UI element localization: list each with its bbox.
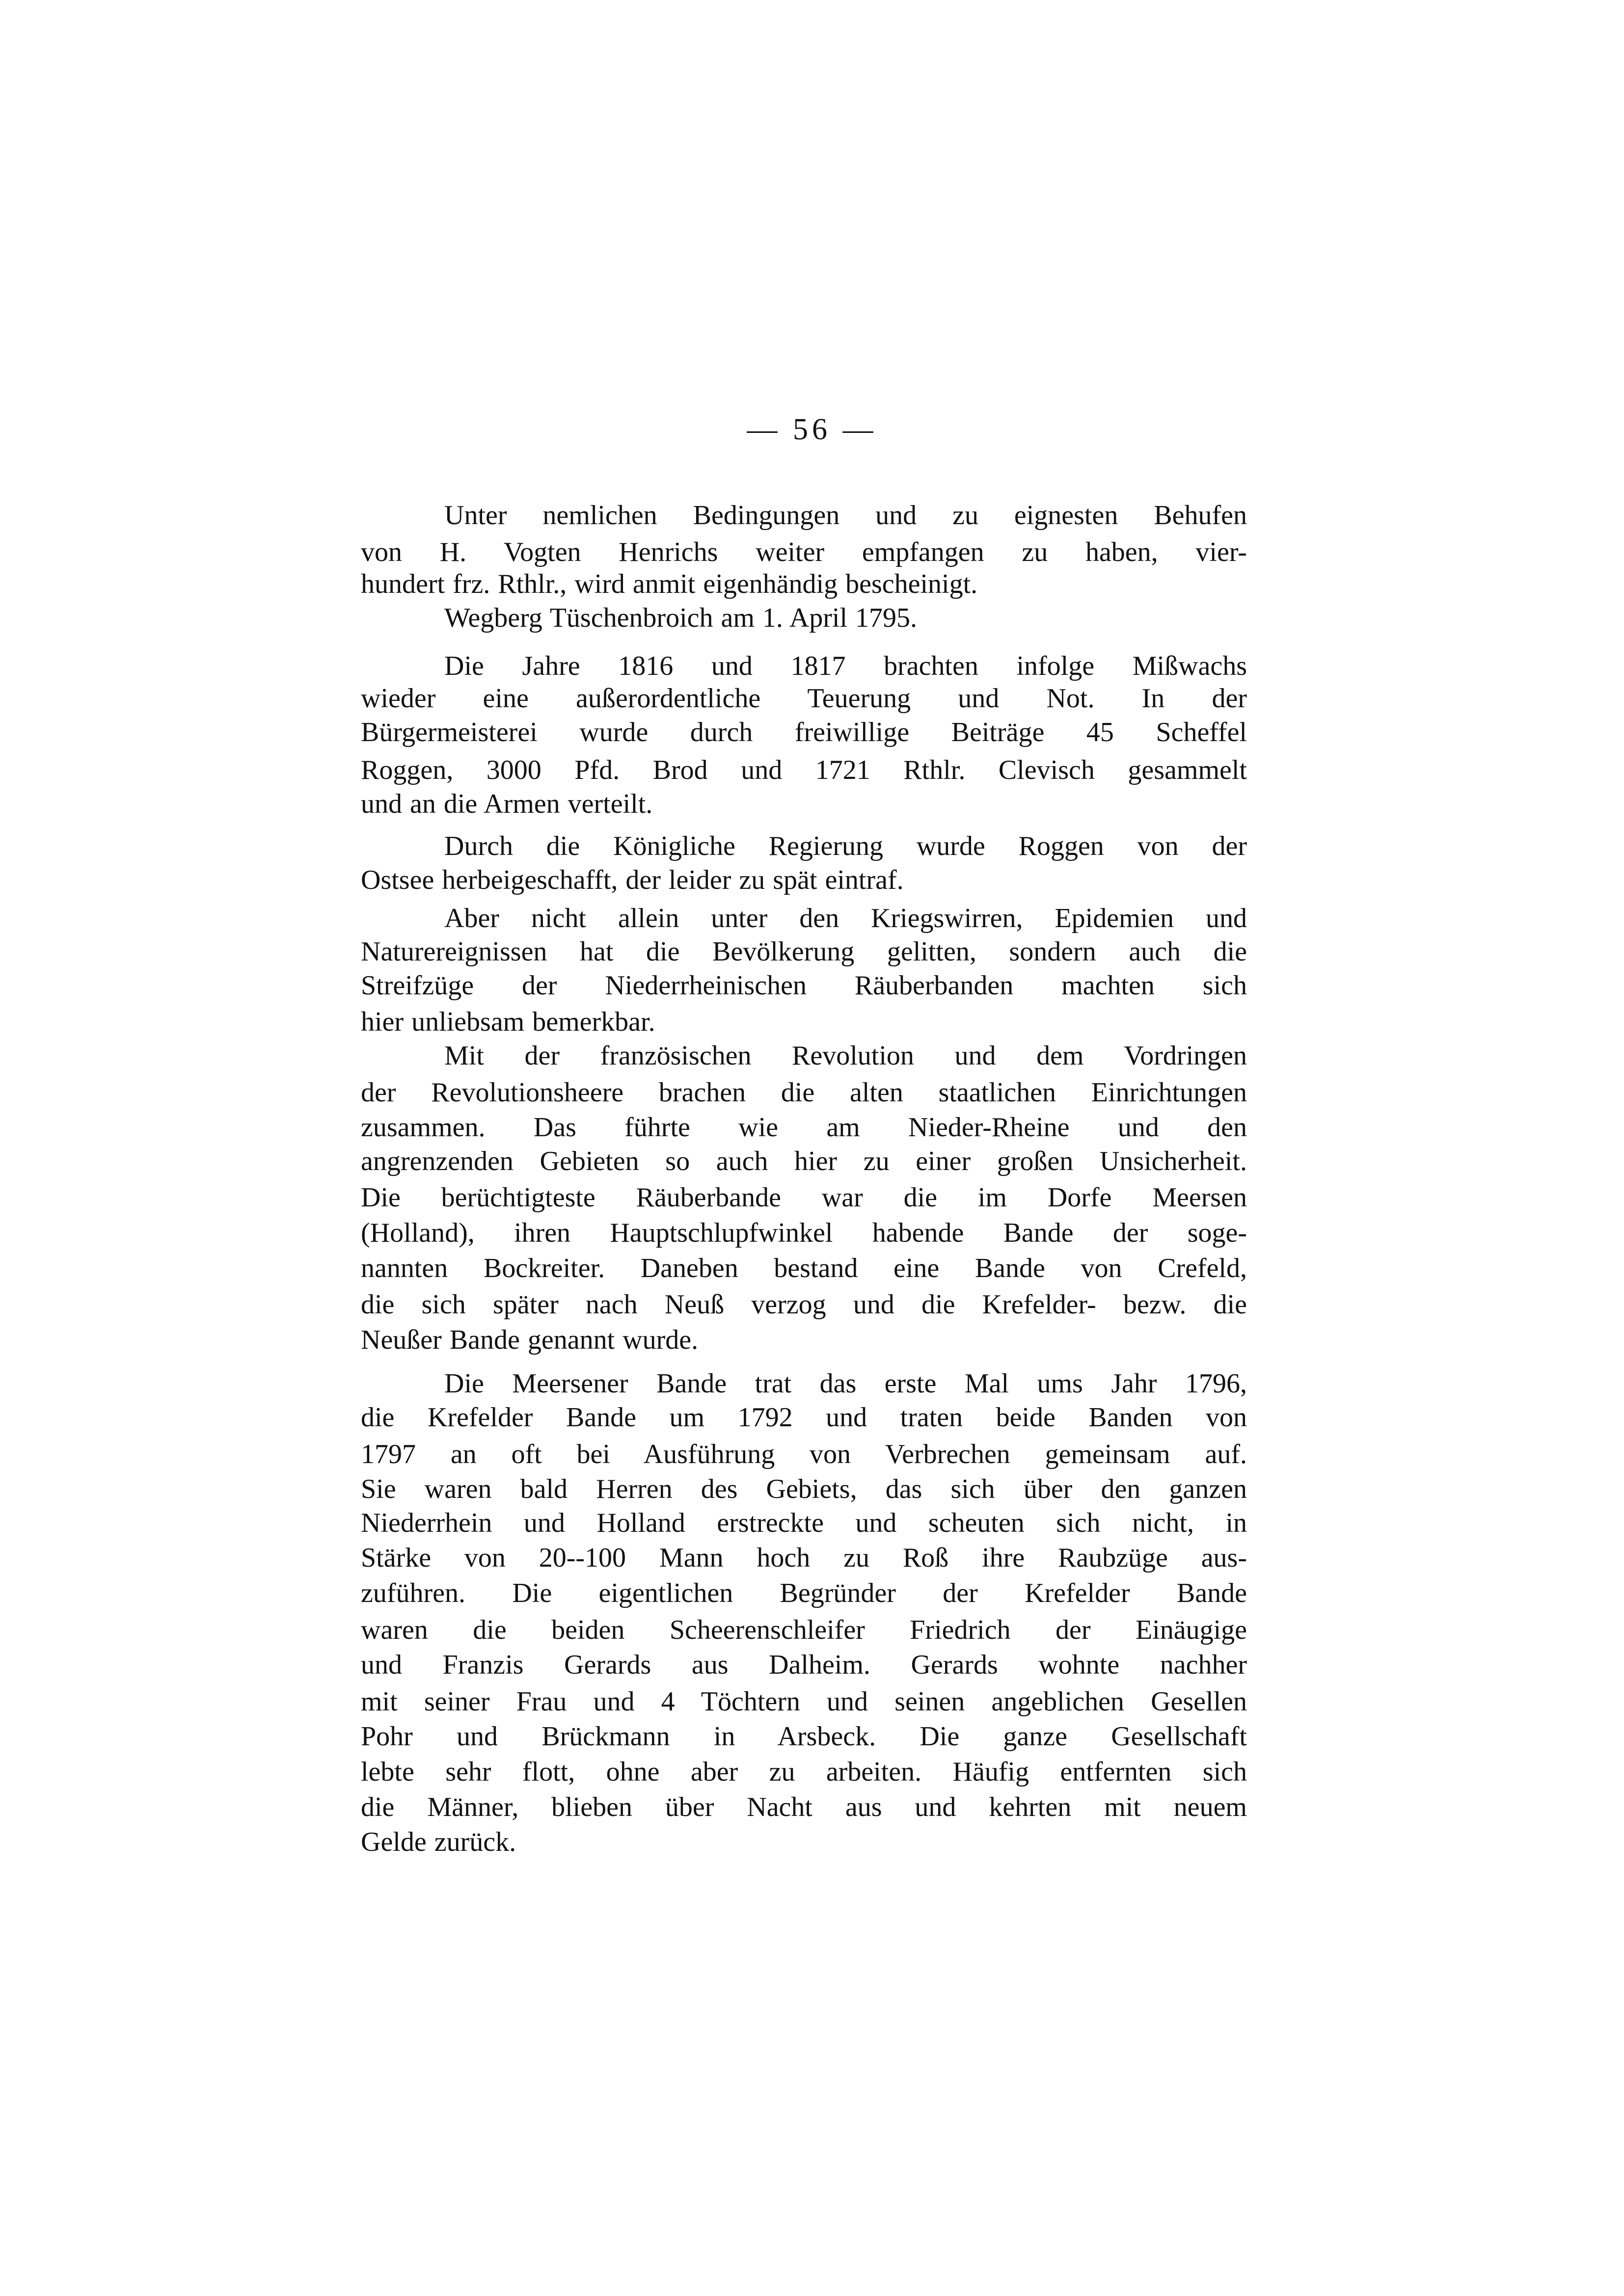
- text-line: Mit der französischen Revolution und dem Vordringen: [444, 1041, 1247, 1071]
- text-line: Naturereignissen hat die Bevölkerung gelitten, sondern auch die: [361, 936, 1247, 967]
- text-line: Roggen, 3000 Pfd. Brod und 1721 Rthlr. Clevisch gesammelt: [361, 755, 1247, 785]
- text-line: Ostsee herbeigeschafft, der leider zu spät eintraf.: [361, 865, 904, 895]
- text-line: Bürgermeisterei wurde durch freiwillige Beiträge 45 Scheffel: [361, 717, 1247, 748]
- text-line: Gelde zurück.: [361, 1827, 516, 1857]
- text-line: Sie waren bald Herren des Gebiets, das sich über den ganzen: [361, 1474, 1247, 1504]
- page-number: — 56 —: [747, 413, 877, 446]
- text-line: die Männer, blieben über Nacht aus und kehrten mit neuem: [361, 1792, 1247, 1822]
- text-line: (Holland), ihren Hauptschlupfwinkel habende Bande der soge-: [361, 1218, 1247, 1248]
- text-line: die Krefelder Bande um 1792 und traten beide Banden von: [361, 1402, 1247, 1433]
- text-line: von H. Vogten Henrichs weiter empfangen zu haben, vier-: [361, 537, 1247, 567]
- text-line: angrenzenden Gebieten so auch hier zu einer großen Unsicherheit.: [361, 1146, 1247, 1176]
- text-line: mit seiner Frau und 4 Töchtern und seinen angeblichen Gesellen: [361, 1686, 1247, 1717]
- text-line: zuführen. Die eigentlichen Begründer der Krefelder Bande: [361, 1578, 1247, 1608]
- text-line: hundert frz. Rthlr., wird anmit eigenhändig bescheinigt.: [361, 569, 978, 599]
- text-line: und an die Armen verteilt.: [361, 789, 653, 819]
- text-line: 1797 an oft bei Ausführung von Verbrechen gemeinsam auf.: [361, 1439, 1247, 1469]
- text-line: Niederrhein und Holland erstreckte und scheuten sich nicht, in: [361, 1508, 1247, 1538]
- text-line: nannten Bockreiter. Daneben bestand eine Bande von Crefeld,: [361, 1253, 1247, 1283]
- text-line: Aber nicht allein unter den Kriegswirren, Epidemien und: [444, 903, 1247, 934]
- text-line: Die berüchtigteste Räuberbande war die im Dorfe Meersen: [361, 1182, 1247, 1213]
- text-line: waren die beiden Scheerenschleifer Friedrich der Einäugige: [361, 1615, 1247, 1645]
- text-line: Wegberg Tüschenbroich am 1. April 1795.: [444, 603, 918, 633]
- text-line: Stärke von 20--100 Mann hoch zu Roß ihre Raubzüge aus-: [361, 1543, 1247, 1573]
- text-line: der Revolutionsheere brachen die alten staatlichen Einrichtungen: [361, 1077, 1247, 1108]
- text-line: Die Meersener Bande trat das erste Mal ums Jahr 1796,: [444, 1368, 1247, 1399]
- text-line: Neußer Bande genannt wurde.: [361, 1325, 699, 1355]
- text-line: Durch die Königliche Regierung wurde Roggen von der: [444, 831, 1247, 861]
- text-line: hier unliebsam bemerkbar.: [361, 1007, 655, 1037]
- text-line: Streifzüge der Niederrheinischen Räuberbanden machten sich: [361, 970, 1247, 1001]
- text-line: Unter nemlichen Bedingungen und zu eignesten Behufen: [444, 500, 1247, 531]
- text-line: und Franzis Gerards aus Dalheim. Gerards wohnte nachher: [361, 1650, 1247, 1680]
- text-line: Die Jahre 1816 und 1817 brachten infolge Mißwachs: [444, 651, 1247, 681]
- text-line: die sich später nach Neuß verzog und die Krefelder- bezw. die: [361, 1289, 1247, 1320]
- text-line: lebte sehr flott, ohne aber zu arbeiten. Häufig entfernten sich: [361, 1757, 1247, 1787]
- text-line: wieder eine außerordentliche Teuerung und Not. In der: [361, 683, 1247, 714]
- text-line: Pohr und Brückmann in Arsbeck. Die ganze Gesellschaft: [361, 1721, 1247, 1752]
- text-line: zusammen. Das führte wie am Nieder-Rheine und den: [361, 1112, 1247, 1143]
